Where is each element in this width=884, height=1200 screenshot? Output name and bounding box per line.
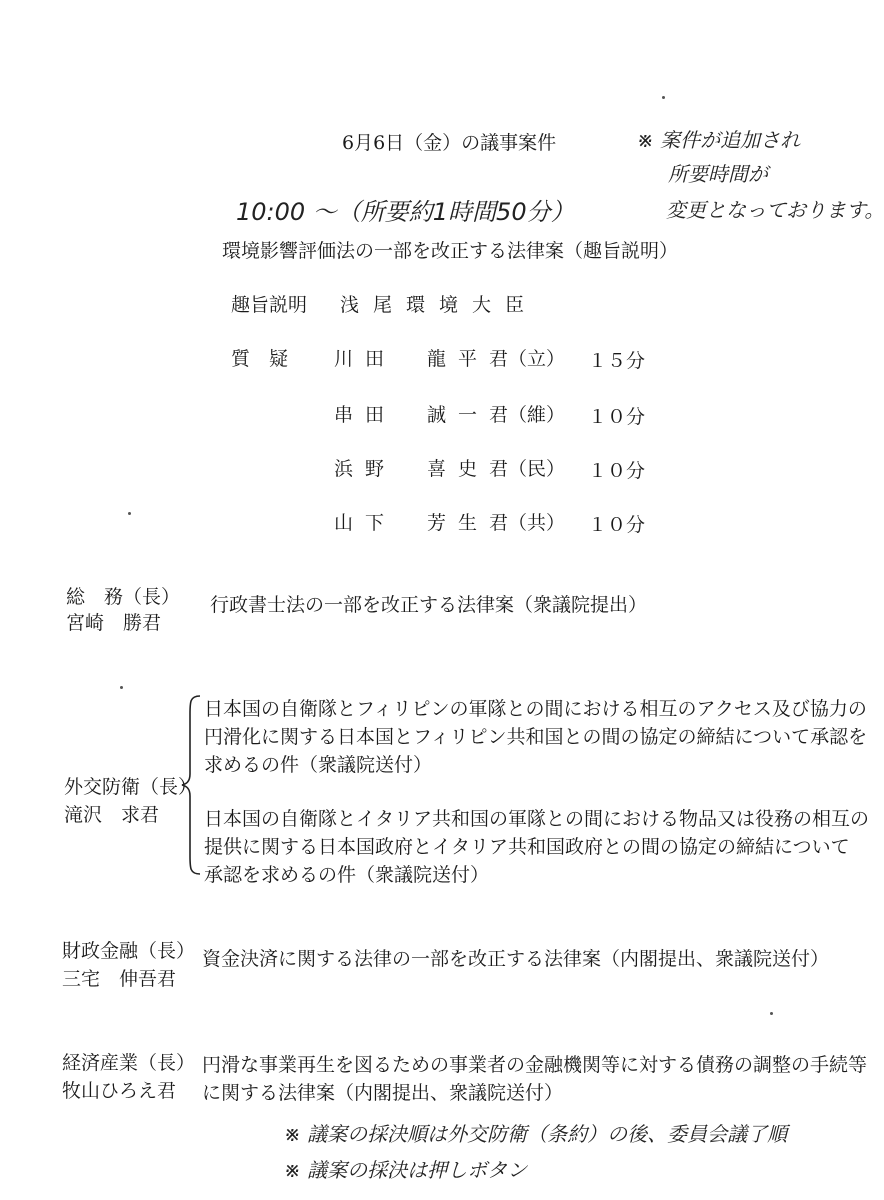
questioner-name: 浜野 喜史君 [334,458,521,480]
committee-name: 財政金融（長） [62,940,196,962]
footer-note: ※ 議案の採決順は外交防衛（条約）の後、委員会議了順 [284,1122,788,1146]
bill-line: に関する法律案（内閣提出、衆議院送付） [202,1082,564,1104]
questioner-party: （民） [508,458,566,480]
scan-speck [662,96,665,99]
questioner-name: 串田 誠一君 [334,404,521,426]
committee-chair: 牧山ひろえ君 [62,1080,177,1102]
note-line-3: 変更となっております。 [666,198,884,222]
committee-name: 総 務（長） [66,586,181,608]
committee-name: 経済産業（長） [62,1052,196,1074]
bill-line: 日本国の自衛隊とイタリア共和国の軍隊との間における物品又は役務の相互の [204,808,870,830]
questioner-party: （共） [508,512,566,534]
questioner-minutes: １０分 [588,406,646,428]
brace-bracket [180,694,202,876]
committee-chair: 宮崎 勝君 [66,612,162,634]
session-bill: 環境影響評価法の一部を改正する法律案（趣旨説明） [222,240,679,262]
questioner-name: 山下 芳生君 [334,512,521,534]
bill-line: 求めるの件（衆議院送付） [204,754,433,776]
bill-line: 円滑化に関する日本国とフィリピン共和国との間の協定の締結について承認を [204,726,868,748]
questioner-name: 川田 龍平君 [334,348,521,370]
bill-line: 円滑な事業再生を図るための事業者の金融機関等に対する債務の調整の手続等 [202,1054,868,1076]
questions-label: 質 疑 [231,348,289,370]
scan-speck [128,512,131,515]
committee-chair: 三宅 伸吾君 [62,968,177,990]
questioner-minutes: １０分 [588,514,646,536]
note-line-1: ※ 案件が追加され [637,128,801,152]
document-title: 6月6日（金）の議事案件 [342,132,557,154]
committee-bill: 資金決済に関する法律の一部を改正する法律案（内閣提出、衆議院送付） [202,948,830,970]
questioner-party: （維） [508,404,566,426]
committee-chair: 滝沢 求君 [64,804,160,826]
note-line-2: 所要時間が [668,162,768,186]
bill-line: 提供に関する日本国政府とイタリア共和国政府との間の協定の締結について [204,836,850,858]
explanation-speaker: 浅尾環境大臣 [340,294,539,316]
committee-name: 外交防衛（長） [64,776,198,798]
footer-note: ※ 議案の採決は押しボタン [284,1158,528,1182]
questioner-minutes: １０分 [588,460,646,482]
questioner-minutes: １５分 [588,350,646,372]
committee-bill: 行政書士法の一部を改正する法律案（衆議院提出） [210,594,648,616]
bill-line: 日本国の自衛隊とフィリピンの軍隊との間における相互のアクセス及び協力の [204,698,867,720]
explanation-label: 趣旨説明 [231,294,308,316]
bill-line: 承認を求めるの件（衆議院送付） [204,864,490,886]
scan-speck [770,1012,773,1015]
scan-speck [120,686,123,689]
session-time: 10:00 〜（所要約1時間50分） [236,198,575,226]
questioner-party: （立） [508,348,566,370]
